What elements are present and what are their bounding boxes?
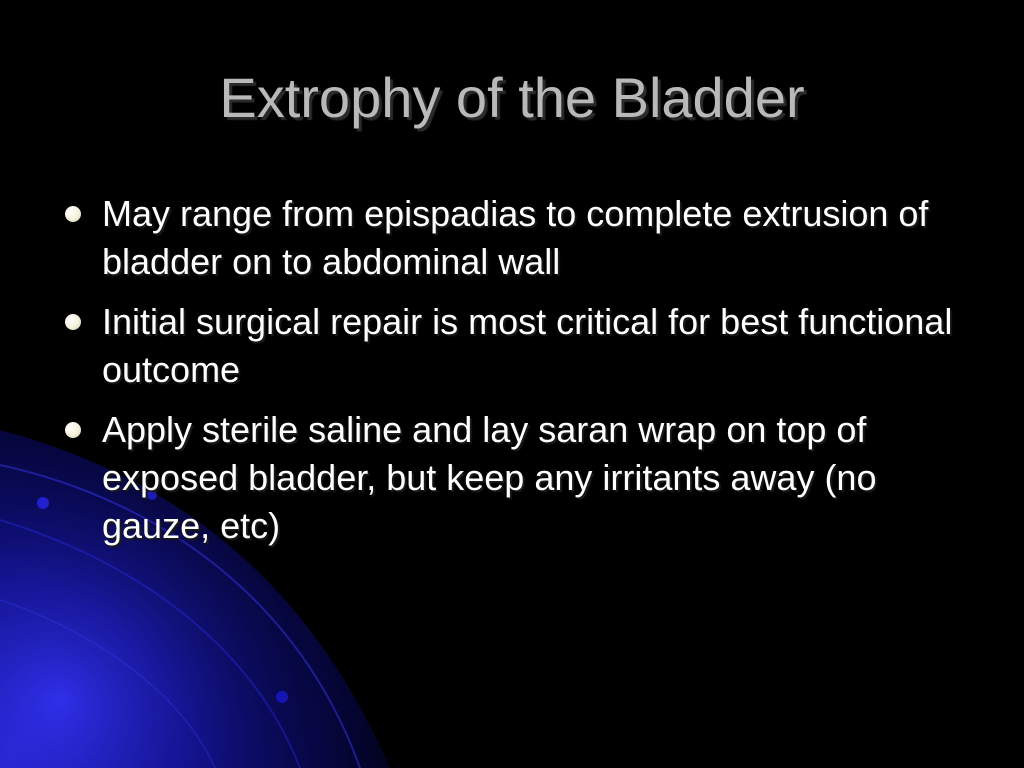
bullet-text: Apply sterile saline and lay saran wrap on top of exposed bladder, but keep any irritants away (no gauze, etc): [102, 409, 877, 546]
bullet-item: [62, 298, 962, 394]
glow-dot-1: [37, 497, 49, 509]
bullet-text: Initial surgical repair is most critical for best functional outcome: [102, 301, 953, 390]
glow-dot-3: [276, 691, 288, 703]
bullet-dot-icon: [65, 422, 81, 438]
bullet-dot-icon: [65, 206, 81, 222]
slide-title: Extrophy of the Bladder: [219, 66, 805, 129]
bullet-item: [62, 190, 962, 286]
bullet-list: [62, 190, 962, 562]
bullet-item: [62, 406, 962, 550]
bullet-dot-icon: [65, 314, 81, 330]
bullet-text: May range from epispadias to complete extrusion of bladder on to abdominal wall: [102, 193, 929, 282]
